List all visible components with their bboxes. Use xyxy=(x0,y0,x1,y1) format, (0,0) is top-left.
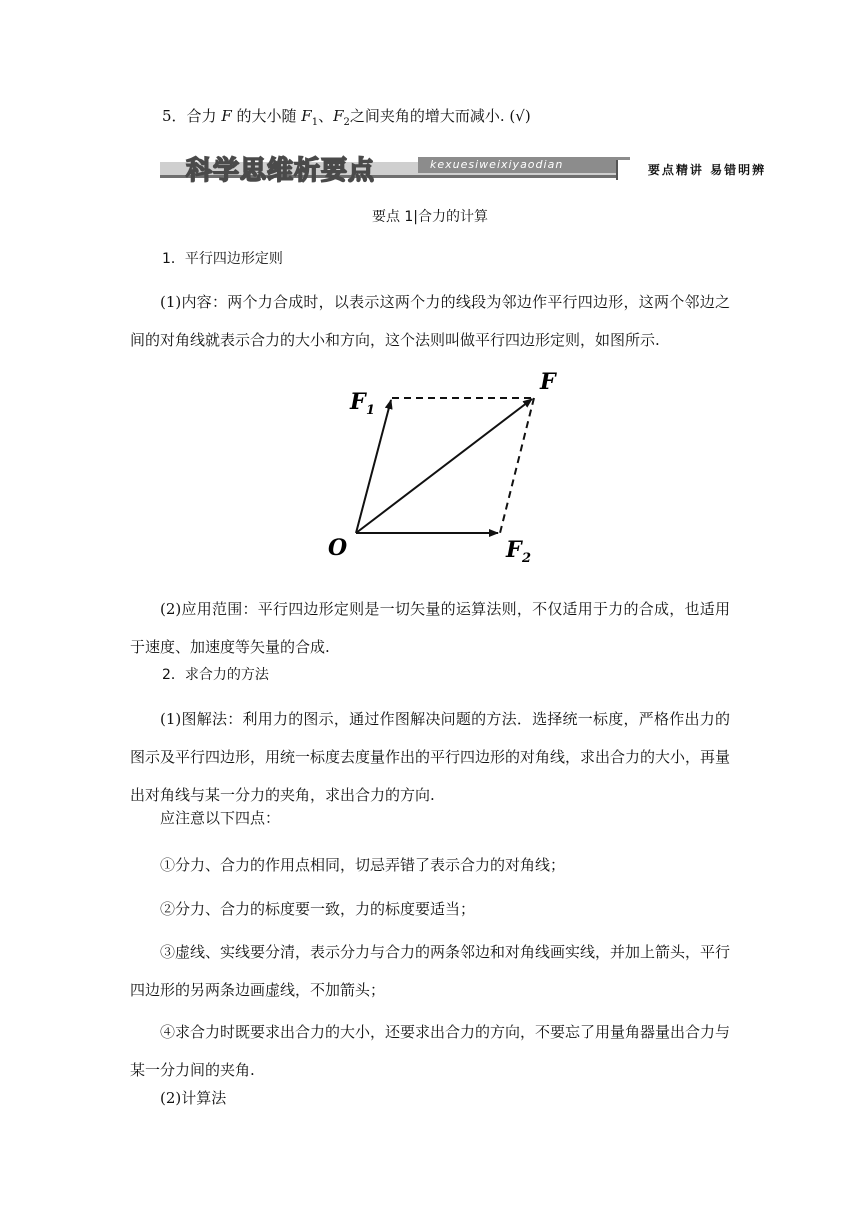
paragraph-content: (1)内容：两个力合成时，以表示这两个力的线段为邻边作平行四边形，这两个邻边之间的对角线就表示合力的大小和方向，这个法则叫做平行四边形定则，如图所示. xyxy=(130,293,730,349)
label-o: O xyxy=(328,535,348,561)
section-title: 要点 1|合力的计算 xyxy=(371,209,489,225)
paragraph-scope: (2)应用范围：平行四边形定则是一切矢量的运算法则，不仅适用于力的合成，也适用于速度、加速度等矢量的合成. xyxy=(130,600,730,656)
note-3: ③虚线、实线要分清，表示分力与合力的两条邻边和对角线画实线，并加上箭头，平行四边形的另两条边画虚线，不加箭头； xyxy=(130,943,731,999)
banner-title: 科学思维析要点 xyxy=(186,156,376,186)
heading-parallelogram-rule: 1．平行四边形定则 xyxy=(162,251,283,267)
banner-right-label: 要点精讲 易错明辨 xyxy=(616,160,796,180)
label-f2: F xyxy=(506,537,522,563)
item-5-sep: 、 xyxy=(318,107,334,125)
label-f2-sub: 2 xyxy=(522,551,532,565)
item-5-var-f2: F xyxy=(333,107,344,125)
notes-intro: 应注意以下四点： xyxy=(160,809,281,827)
note-1: ①分力、合力的作用点相同，切忌弄错了表示合力的对角线； xyxy=(160,856,566,874)
item-5-suffix: 之间夹角的增大而减小. (√) xyxy=(349,107,531,125)
section-banner xyxy=(160,150,796,186)
item-5-prefix: 5．合力 xyxy=(162,107,222,125)
item-5 xyxy=(162,106,531,133)
paragraph-graphic-method: (1)图解法：利用力的图示，通过作图解决问题的方法．选择统一标度，严格作出力的图示及平行四边形，用统一标度去度量作出的平行四边形的对角线，求出合力的大小，再量出对角线与某一分力的夹角，求出合力的方向. xyxy=(130,710,731,804)
vector-f1 xyxy=(356,400,391,533)
item-5-var-f1: F xyxy=(301,107,312,125)
label-f: F xyxy=(540,369,556,395)
item-5-mid: 的大小随 xyxy=(231,107,302,125)
label-f1: F xyxy=(350,389,366,415)
label-f1-sub: 1 xyxy=(366,403,376,418)
heading-methods: 2．求合力的方法 xyxy=(162,667,269,683)
parallelogram-diagram xyxy=(320,365,570,565)
item-5-sub1: 1 xyxy=(311,117,319,128)
banner-pinyin: kexuesiweixiyaodian xyxy=(418,157,630,173)
item-5-var-f: F xyxy=(221,107,232,125)
vector-f-resultant xyxy=(356,399,532,533)
note-4: ④求合力时既要求出合力的大小，还要求出合力的方向，不要忘了用量角器量出合力与某一分力间的夹角. xyxy=(130,1023,731,1079)
item-5-sub2: 2 xyxy=(343,117,350,128)
paragraph-calc-method: (2)计算法 xyxy=(160,1089,227,1107)
note-2: ②分力、合力的标度要一致，力的标度要适当； xyxy=(160,900,476,918)
